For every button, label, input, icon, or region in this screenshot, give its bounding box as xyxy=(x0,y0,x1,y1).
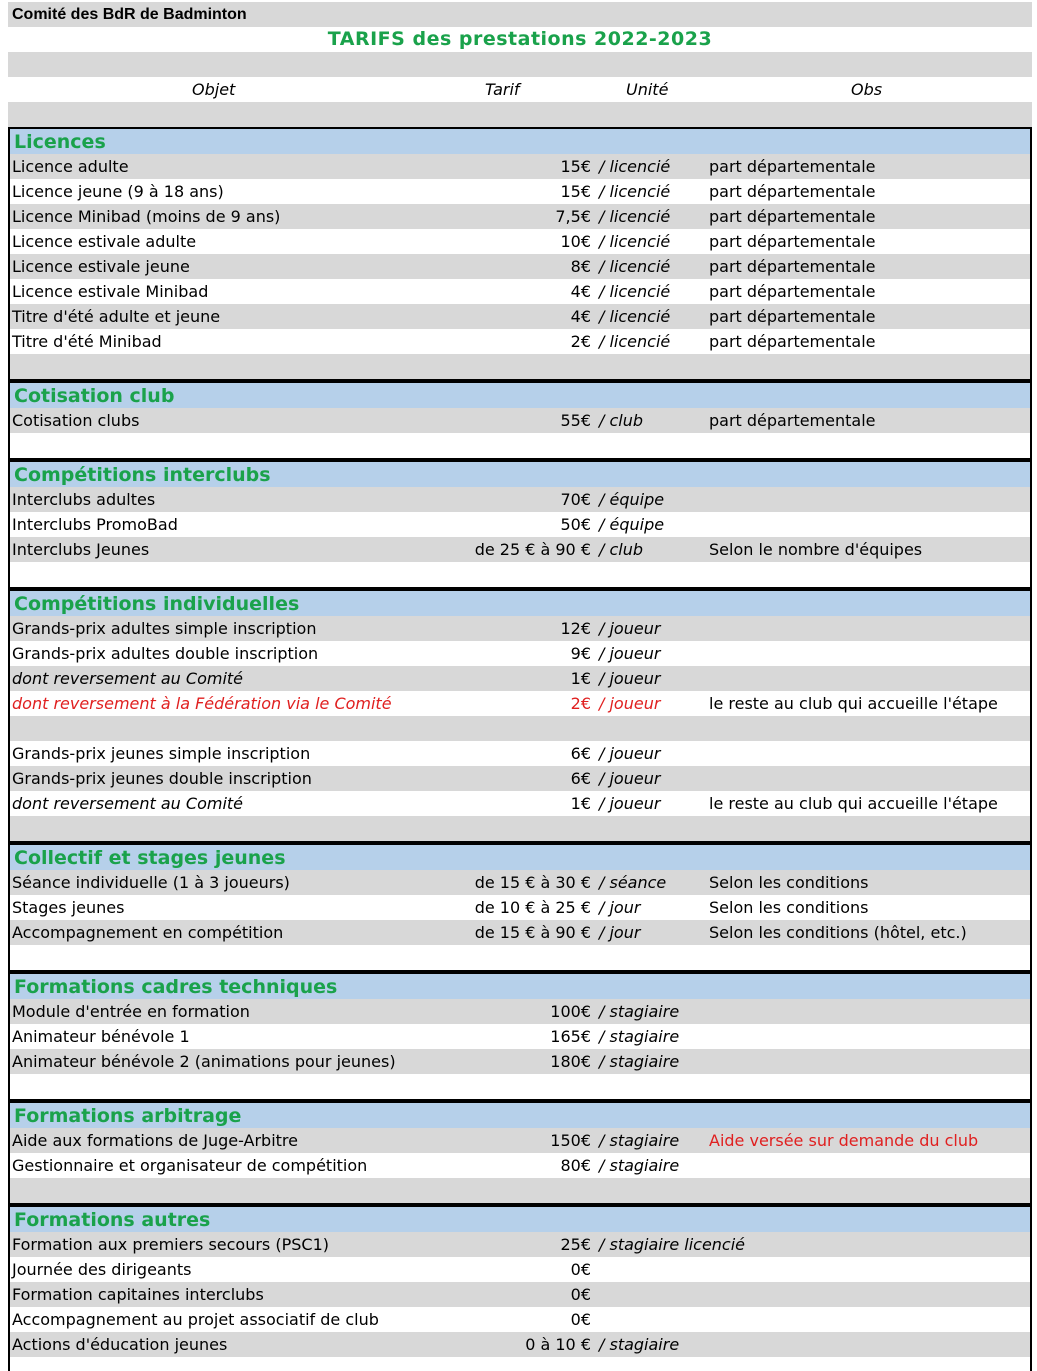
cell-tarif: 1€ xyxy=(570,794,591,813)
cell-objet: Titre d'été Minibad xyxy=(12,332,162,351)
cell-tarif: 180€ xyxy=(550,1052,591,1071)
table-row xyxy=(10,741,1030,766)
table-row xyxy=(10,179,1030,204)
cell-objet: Formation aux premiers secours (PSC1) xyxy=(12,1235,329,1254)
cell-obs: part départementale xyxy=(709,182,876,201)
table-row xyxy=(10,1307,1030,1332)
cell-objet: Stages jeunes xyxy=(12,898,125,917)
cell-tarif: 70€ xyxy=(560,490,591,509)
spacer-row xyxy=(8,102,1032,127)
section-title: Formations cadres techniques xyxy=(10,974,1030,999)
cell-objet: Grands-prix jeunes simple inscription xyxy=(12,744,311,763)
cell-unite: / jour xyxy=(599,898,641,917)
cell-objet: Grands-prix adultes double inscription xyxy=(12,644,319,663)
cell-tarif: 6€ xyxy=(570,769,591,788)
cell-tarif: 150€ xyxy=(550,1131,591,1150)
cell-unite: / stagiaire xyxy=(599,1131,680,1150)
table-row xyxy=(10,1024,1030,1049)
cell-objet: Interclubs adultes xyxy=(12,490,156,509)
cell-tarif: 50€ xyxy=(560,515,591,534)
cell-unite: / licencié xyxy=(599,282,671,301)
table-row xyxy=(10,229,1030,254)
cell-unite: / stagiaire xyxy=(599,1002,680,1021)
cell-unite: / joueur xyxy=(599,619,661,638)
cell-objet: Licence estivale jeune xyxy=(12,257,190,276)
table-row xyxy=(10,1232,1030,1257)
spacer-row xyxy=(10,562,1030,587)
cell-obs: part départementale xyxy=(709,307,876,326)
cell-objet: Licence Minibad (moins de 9 ans) xyxy=(12,207,281,226)
section xyxy=(8,127,1032,381)
section xyxy=(8,1205,1032,1371)
cell-tarif: 2€ xyxy=(570,332,591,351)
cell-objet: Actions d'éducation jeunes xyxy=(12,1335,228,1354)
section-title: Compétitions interclubs xyxy=(10,462,1030,487)
cell-obs: le reste au club qui accueille l'étape xyxy=(709,794,998,813)
cell-unite: / licencié xyxy=(599,157,671,176)
cell-unite: / joueur xyxy=(599,744,661,763)
cell-unite: / joueur xyxy=(599,794,661,813)
cell-objet: dont reversement au Comité xyxy=(12,794,244,813)
table-row xyxy=(10,512,1030,537)
sections-container xyxy=(8,127,1032,1371)
cell-unite: / stagiaire xyxy=(599,1052,680,1071)
cell-tarif: 9€ xyxy=(570,644,591,663)
cell-tarif: 15€ xyxy=(560,182,591,201)
spacer-row xyxy=(10,1074,1030,1099)
cell-unite: / équipe xyxy=(599,515,665,534)
cell-objet: Licence jeune (9 à 18 ans) xyxy=(12,182,224,201)
cell-obs: le reste au club qui accueille l'étape xyxy=(709,694,998,713)
tarifs-sheet xyxy=(8,2,1032,1371)
table-row xyxy=(10,1153,1030,1178)
section xyxy=(8,1101,1032,1205)
page-title: TARIFS des prestations 2022-2023 xyxy=(8,27,1032,52)
spacer-row xyxy=(10,433,1030,458)
table-row xyxy=(10,1128,1030,1153)
cell-unite: / stagiaire licencié xyxy=(599,1235,746,1254)
column-header-objet: Objet xyxy=(192,80,236,99)
cell-objet: Accompagnement au projet associatif de club xyxy=(12,1310,379,1329)
table-row xyxy=(10,408,1030,433)
cell-tarif: 55€ xyxy=(560,411,591,430)
table-row xyxy=(10,1282,1030,1307)
table-row xyxy=(10,616,1030,641)
cell-tarif: de 25 € à 90 € xyxy=(474,540,591,559)
cell-unite: / licencié xyxy=(599,307,671,326)
cell-unite: / stagiaire xyxy=(599,1156,680,1175)
cell-unite: / licencié xyxy=(599,332,671,351)
section-title: Licences xyxy=(10,129,1030,154)
table-row xyxy=(10,254,1030,279)
organization-name: Comité des BdR de Badminton xyxy=(8,2,1032,27)
column-header-unite: Unité xyxy=(626,80,669,99)
cell-unite: / séance xyxy=(599,873,667,892)
cell-unite: / club xyxy=(599,411,644,430)
cell-objet: dont reversement à la Fédération via le Comité xyxy=(12,694,392,713)
cell-unite: / équipe xyxy=(599,490,665,509)
cell-unite: / stagiaire xyxy=(599,1027,680,1046)
cell-obs: Selon les conditions (hôtel, etc.) xyxy=(709,923,967,942)
cell-tarif: 1€ xyxy=(570,669,591,688)
cell-tarif: 25€ xyxy=(560,1235,591,1254)
cell-tarif: 12€ xyxy=(560,619,591,638)
cell-tarif: 0€ xyxy=(570,1310,591,1329)
cell-tarif: 10€ xyxy=(560,232,591,251)
cell-tarif: 2€ xyxy=(570,694,591,713)
cell-tarif: 15€ xyxy=(560,157,591,176)
spacer-row xyxy=(10,354,1030,379)
cell-unite: / licencié xyxy=(599,207,671,226)
cell-objet: Grands-prix jeunes double inscription xyxy=(12,769,312,788)
cell-unite: / licencié xyxy=(599,257,671,276)
table-row xyxy=(10,641,1030,666)
cell-obs: part départementale xyxy=(709,282,876,301)
cell-objet: Module d'entrée en formation xyxy=(12,1002,250,1021)
cell-tarif: 4€ xyxy=(570,282,591,301)
cell-objet: Séance individuelle (1 à 3 joueurs) xyxy=(12,873,290,892)
cell-tarif: 0 à 10 € xyxy=(525,1335,591,1354)
cell-obs: part départementale xyxy=(709,332,876,351)
cell-tarif: 165€ xyxy=(550,1027,591,1046)
cell-obs: Selon les conditions xyxy=(709,898,869,917)
cell-objet: Aide aux formations de Juge-Arbitre xyxy=(12,1131,298,1150)
table-row xyxy=(10,1049,1030,1074)
table-row xyxy=(10,537,1030,562)
section xyxy=(8,972,1032,1101)
table-row xyxy=(10,870,1030,895)
table-row xyxy=(10,487,1030,512)
section xyxy=(8,589,1032,843)
cell-tarif: 80€ xyxy=(560,1156,591,1175)
table-row xyxy=(10,304,1030,329)
table-row xyxy=(10,691,1030,716)
cell-objet: Animateur bénévole 2 (animations pour jeunes) xyxy=(12,1052,396,1071)
table-row xyxy=(10,666,1030,691)
table-row xyxy=(10,329,1030,354)
cell-unite: / joueur xyxy=(599,669,661,688)
section-title: Cotisation club xyxy=(10,383,1030,408)
cell-objet: Grands-prix adultes simple inscription xyxy=(12,619,317,638)
table-row xyxy=(10,1257,1030,1282)
table-row xyxy=(10,154,1030,179)
table-row xyxy=(10,895,1030,920)
cell-obs: Selon les conditions xyxy=(709,873,869,892)
cell-objet: Licence estivale Minibad xyxy=(12,282,209,301)
cell-tarif: 4€ xyxy=(570,307,591,326)
table-row xyxy=(10,279,1030,304)
cell-tarif: de 15 € à 90 € xyxy=(474,923,591,942)
cell-tarif: 8€ xyxy=(570,257,591,276)
cell-tarif: de 10 € à 25 € xyxy=(474,898,591,917)
section xyxy=(8,843,1032,972)
spacer-row xyxy=(8,52,1032,77)
section-title: Formations arbitrage xyxy=(10,1103,1030,1128)
cell-objet: dont reversement au Comité xyxy=(12,669,244,688)
cell-objet: Interclubs PromoBad xyxy=(12,515,178,534)
spacer-row xyxy=(10,1357,1030,1371)
cell-objet: Licence estivale adulte xyxy=(12,232,197,251)
cell-obs: part départementale xyxy=(709,157,876,176)
cell-tarif: 0€ xyxy=(570,1285,591,1304)
section-title: Compétitions individuelles xyxy=(10,591,1030,616)
cell-obs: part départementale xyxy=(709,232,876,251)
cell-tarif: 0€ xyxy=(570,1260,591,1279)
cell-objet: Accompagnement en compétition xyxy=(12,923,284,942)
cell-tarif: de 15 € à 30 € xyxy=(474,873,591,892)
cell-objet: Titre d'été adulte et jeune xyxy=(12,307,221,326)
cell-objet: Gestionnaire et organisateur de compétition xyxy=(12,1156,368,1175)
table-row xyxy=(10,716,1030,741)
section-title: Formations autres xyxy=(10,1207,1030,1232)
cell-objet: Cotisation clubs xyxy=(12,411,140,430)
cell-unite: / joueur xyxy=(599,769,661,788)
cell-obs: Selon le nombre d'équipes xyxy=(709,540,923,559)
cell-obs: part départementale xyxy=(709,207,876,226)
column-header-obs: Obs xyxy=(851,80,883,99)
cell-objet: Interclubs Jeunes xyxy=(12,540,150,559)
table-row xyxy=(10,1332,1030,1357)
cell-unite: / jour xyxy=(599,923,641,942)
cell-unite: / licencié xyxy=(599,182,671,201)
cell-unite: / joueur xyxy=(599,694,661,713)
table-row xyxy=(10,791,1030,816)
cell-obs: Aide versée sur demande du club xyxy=(709,1131,979,1150)
cell-unite: / club xyxy=(599,540,644,559)
table-row xyxy=(10,766,1030,791)
spacer-row xyxy=(10,1178,1030,1203)
cell-obs: part départementale xyxy=(709,257,876,276)
section-title: Collectif et stages jeunes xyxy=(10,845,1030,870)
cell-tarif: 100€ xyxy=(550,1002,591,1021)
cell-unite: / licencié xyxy=(599,232,671,251)
cell-tarif: 7,5€ xyxy=(555,207,591,226)
cell-objet: Animateur bénévole 1 xyxy=(12,1027,190,1046)
section xyxy=(8,381,1032,460)
cell-unite: / stagiaire xyxy=(599,1335,680,1354)
cell-objet: Journée des dirigeants xyxy=(12,1260,192,1279)
cell-tarif: 6€ xyxy=(570,744,591,763)
table-row xyxy=(10,999,1030,1024)
table-row xyxy=(10,204,1030,229)
spacer-row xyxy=(10,816,1030,841)
column-headers xyxy=(8,77,1032,102)
cell-objet: Formation capitaines interclubs xyxy=(12,1285,264,1304)
column-header-tarif: Tarif xyxy=(485,80,520,99)
table-row xyxy=(10,920,1030,945)
cell-unite: / joueur xyxy=(599,644,661,663)
cell-obs: part départementale xyxy=(709,411,876,430)
spacer-row xyxy=(10,945,1030,970)
section xyxy=(8,460,1032,589)
cell-objet: Licence adulte xyxy=(12,157,129,176)
